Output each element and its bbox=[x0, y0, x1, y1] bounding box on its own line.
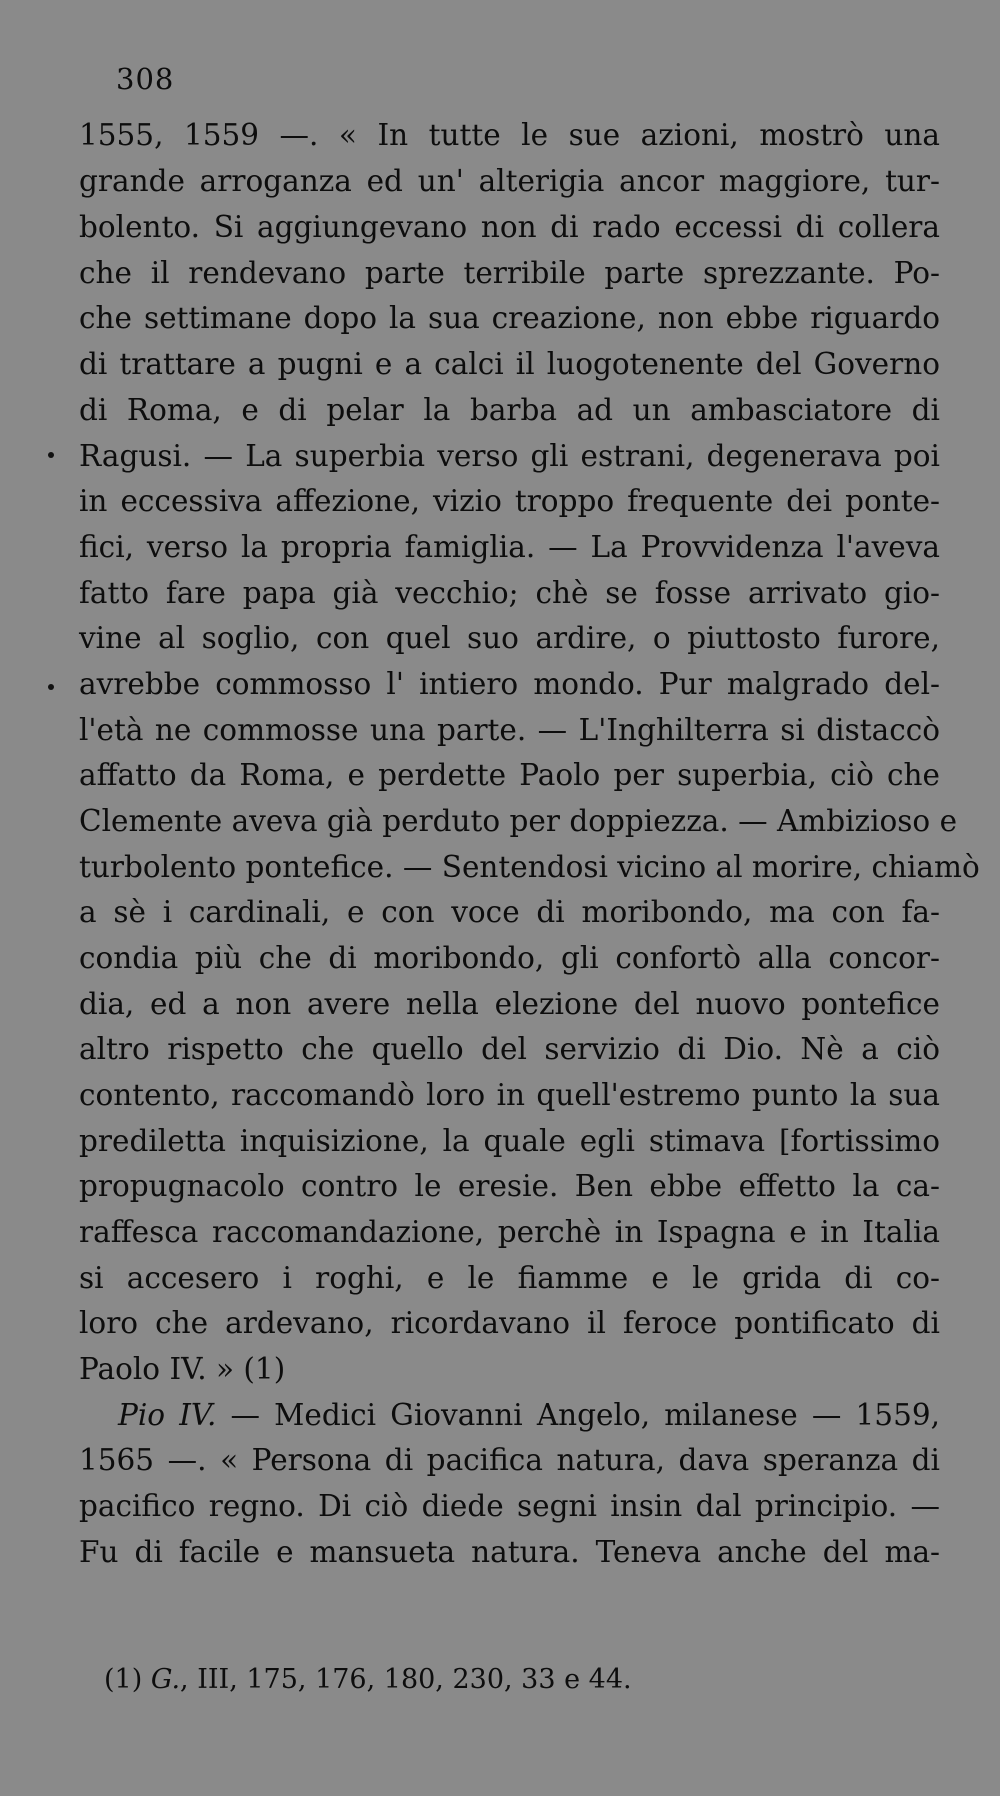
footnote-source: G. bbox=[150, 1664, 181, 1695]
text-line: che settimane dopo la sua creazione, non ebbe riguardo bbox=[79, 301, 940, 335]
text-line: bolento. Si aggiungevano non di rado eccessi di collera bbox=[79, 210, 940, 244]
text-line: Ragusi. — La superbia verso gli estrani, degenerava poi bbox=[79, 439, 940, 473]
text-line: altro rispetto che quello del servizio di Dio. Nè a ciò bbox=[79, 1032, 940, 1066]
text-line: fatto fare papa già vecchio; chè se fosse arrivato gio- bbox=[79, 576, 940, 610]
margin-speck bbox=[48, 452, 54, 458]
text-line: condia più che di moribondo, gli confortò alla concor- bbox=[79, 941, 940, 975]
text-line: si accesero i roghi, e le fiamme e le grida di co- bbox=[79, 1261, 940, 1295]
text-line: propugnacolo contro le eresie. Ben ebbe effetto la ca- bbox=[79, 1169, 940, 1203]
text-line: vine al soglio, con quel suo ardire, o piuttosto furore, bbox=[79, 621, 940, 655]
text-line: fici, verso la propria famiglia. — La Provvidenza l'aveva bbox=[79, 530, 940, 564]
text-line: loro che ardevano, ricordavano il feroce pontificato di bbox=[79, 1306, 940, 1340]
text-line: contento, raccomandò loro in quell'estremo punto la sua bbox=[79, 1078, 940, 1112]
text-line: 1555, 1559 —. « In tutte le sue azioni, mostrò una bbox=[79, 118, 940, 152]
footnote-refs: , III, 175, 176, 180, 230, 33 e 44. bbox=[180, 1664, 632, 1695]
text-line: Fu di facile e mansueta natura. Teneva anche del ma- bbox=[79, 1535, 940, 1569]
pio-iv-line-rest: — Medici Giovanni Angelo, milanese — 1559, bbox=[216, 1398, 940, 1432]
text-line: turbolento pontefice. — Sentendosi vicino al morire, chiamò bbox=[79, 850, 980, 884]
text-line: avrebbe commosso l' intiero mondo. Pur malgrado del- bbox=[79, 667, 940, 701]
footnote bbox=[104, 1660, 632, 1700]
text-line: dia, ed a non avere nella elezione del nuovo pontefice bbox=[79, 987, 940, 1021]
text-line: pacifico regno. Di ciò diede segni insin dal principio. — bbox=[79, 1489, 940, 1523]
text-line: in eccessiva affezione, vizio troppo frequente dei ponte- bbox=[79, 484, 940, 518]
text-line: di trattare a pugni e a calci il luogotenente del Governo bbox=[79, 347, 940, 381]
text-line: prediletta inquisizione, la quale egli stimava [fortissimo bbox=[79, 1124, 940, 1158]
text-line: di Roma, e di pelar la barba ad un ambasciatore di bbox=[79, 393, 940, 427]
page-number: 308 bbox=[116, 62, 175, 96]
text-line: l'età ne commosse una parte. — L'Inghilterra si distaccò bbox=[79, 713, 940, 747]
text-line: Clemente aveva già perduto per doppiezza. — Ambizioso e bbox=[79, 804, 958, 838]
text-line: grande arroganza ed un' alterigia ancor maggiore, tur- bbox=[79, 164, 940, 198]
text-line: raffesca raccomandazione, perchè in Ispagna e in Italia bbox=[79, 1215, 940, 1249]
footnote-mark: (1) bbox=[104, 1664, 143, 1695]
pio-iv-heading: Pio IV. bbox=[118, 1398, 217, 1432]
text-line: 1565 —. « Persona di pacifica natura, dava speranza di bbox=[79, 1443, 940, 1477]
text-line: che il rendevano parte terribile parte sprezzante. Po- bbox=[79, 256, 940, 290]
text-line: affatto da Roma, e perdette Paolo per superbia, ciò che bbox=[79, 758, 940, 792]
text-line: Paolo IV. » (1) bbox=[79, 1352, 286, 1386]
margin-speck bbox=[48, 684, 54, 690]
text-line: a sè i cardinali, e con voce di moribondo, ma con fa- bbox=[79, 895, 940, 929]
pio-iv-entry-line bbox=[118, 1392, 940, 1438]
